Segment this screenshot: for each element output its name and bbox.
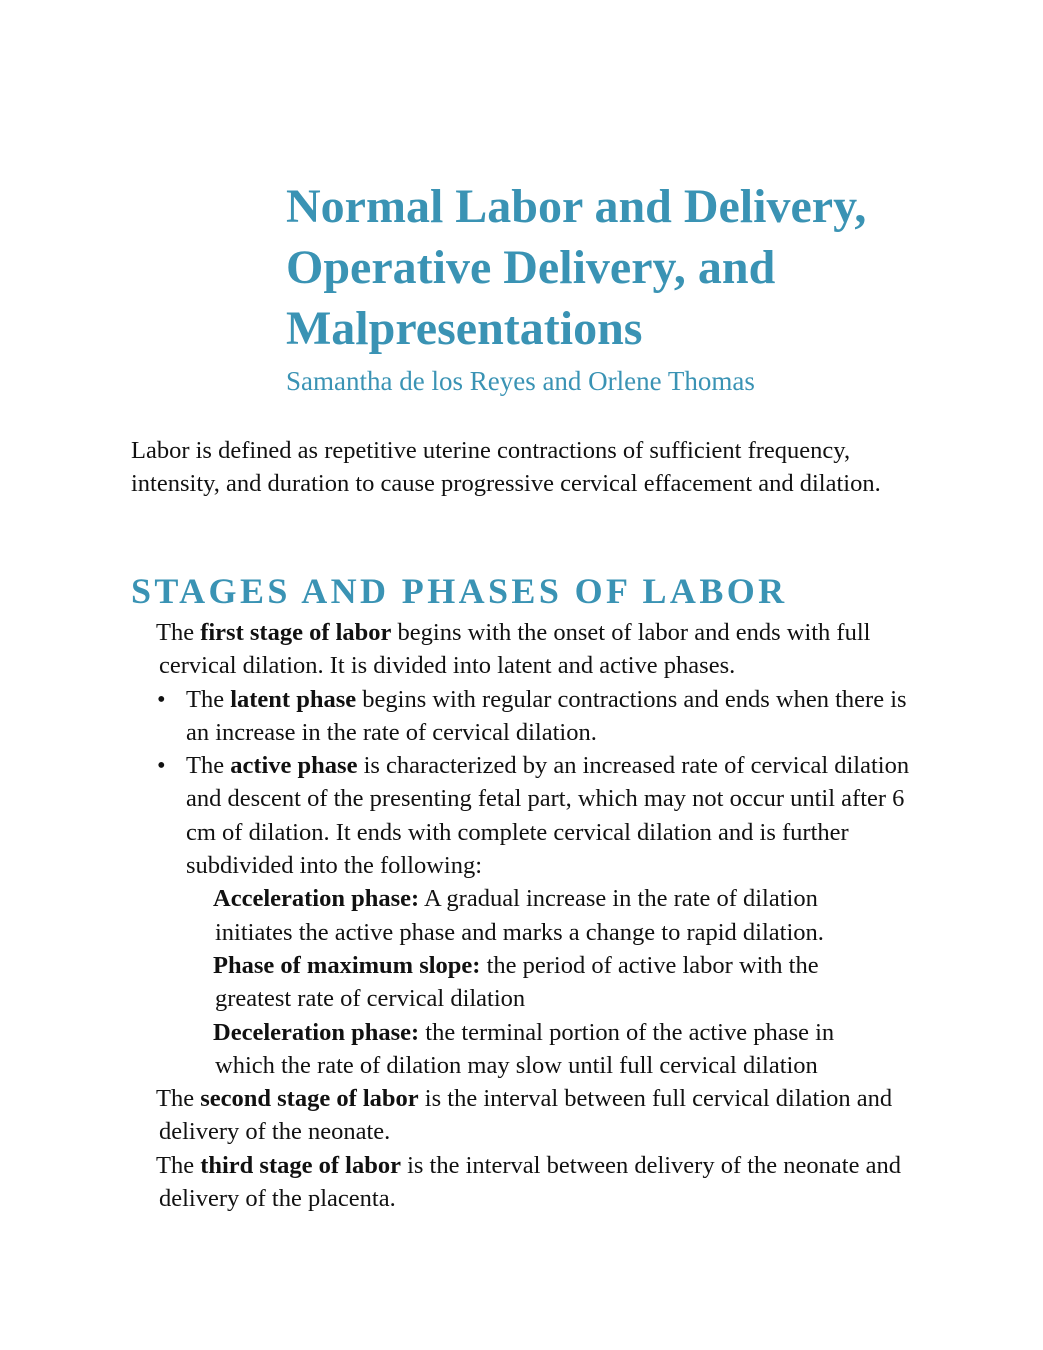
first-stage-term: first stage of labor bbox=[200, 619, 392, 646]
sub-item-acceleration-phase bbox=[0, 882, 875, 949]
maximum-slope-term: Phase of maximum slope: bbox=[213, 951, 481, 979]
second-stage-pre: The bbox=[156, 1085, 201, 1113]
intro-paragraph: Labor is defined as repetitive uterine contractions of sufficient frequency, intensity, and duration to cause progressive cervical effacement and dilation. bbox=[131, 437, 881, 497]
deceleration-phase-term: Deceleration phase: bbox=[213, 1018, 420, 1046]
second-stage-term: second stage of labor bbox=[200, 1085, 419, 1113]
document-title bbox=[286, 176, 986, 359]
title-line-3: Malpresentations bbox=[286, 302, 643, 355]
maximum-slope-text: the period of active labor with the greatest rate of cervical dilation bbox=[215, 951, 819, 1013]
sub-item-maximum-slope bbox=[0, 949, 875, 1016]
deceleration-phase-text: the terminal portion of the active phase in which the rate of dilation may slow until full cervical dilation bbox=[215, 1018, 835, 1079]
bullet-active-phase bbox=[0, 749, 916, 882]
title-block bbox=[286, 176, 986, 397]
third-stage-paragraph bbox=[0, 1149, 919, 1216]
first-stage-text: begins with the onset of labor and ends with full cervical dilation. It is divided into latent and active phases. bbox=[159, 619, 871, 680]
first-stage-pre: The bbox=[156, 619, 201, 646]
acceleration-phase-term: Acceleration phase: bbox=[213, 885, 420, 913]
sub-item-deceleration-phase bbox=[0, 1016, 875, 1083]
bullet-marker: • bbox=[157, 752, 166, 780]
authors: Samantha de los Reyes and Orlene Thomas bbox=[286, 366, 755, 396]
active-phase-text: is characterized by an increased rate of cervical dilation and descent of the presenting fetal part, which may not occur until after 6 cm of dilation. It ends with complete cervical dilation and is further subdivided into the following: bbox=[186, 752, 910, 880]
section-content bbox=[0, 616, 1043, 1215]
third-stage-text: is the interval between delivery of the neonate and delivery of the placenta. bbox=[159, 1151, 901, 1213]
latent-phase-text: begins with regular contractions and ends when there is an increase in the rate of cervical dilation. bbox=[186, 685, 907, 746]
third-stage-pre: The bbox=[156, 1151, 201, 1179]
title-line-2: Operative Delivery, and bbox=[286, 241, 776, 294]
first-stage-paragraph bbox=[0, 616, 919, 683]
second-stage-text: is the interval between full cervical dilation and delivery of the neonate. bbox=[159, 1085, 893, 1146]
acceleration-phase-text: A gradual increase in the rate of dilation initiates the active phase and marks a change to rapid dilation. bbox=[215, 885, 824, 946]
bullet-marker: • bbox=[157, 685, 166, 713]
third-stage-term: third stage of labor bbox=[200, 1151, 401, 1179]
latent-phase-pre: The bbox=[186, 685, 231, 713]
bullet-latent-phase bbox=[0, 683, 916, 750]
second-stage-paragraph bbox=[0, 1082, 919, 1149]
title-line-1: Normal Labor and Delivery, bbox=[286, 180, 867, 233]
active-phase-pre: The bbox=[186, 752, 231, 780]
section-heading: STAGES AND PHASES OF LABOR bbox=[131, 571, 788, 611]
latent-phase-term: latent phase bbox=[230, 685, 357, 713]
active-phase-term: active phase bbox=[230, 752, 358, 780]
